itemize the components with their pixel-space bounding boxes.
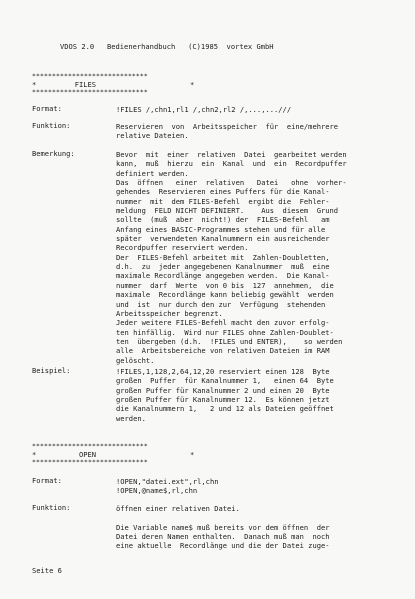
open-function-label: Funktion: (32, 503, 71, 512)
files-remark-block (116, 150, 391, 365)
files-example-label: Beispiel: (32, 366, 71, 375)
files-example-line: werden. (116, 413, 146, 423)
open-function-line: Die Variable name$ muß bereits vor dem öffnen der (116, 522, 330, 532)
files-example-line: !FILES,1,128,2,64,12,20 reserviert einen 128 Byte (116, 367, 330, 376)
open-stars-top: ***************************** (32, 442, 148, 450)
files-remark-line: Der FILES-Befehl arbeitet mit Zahlen-Doubletten, (116, 252, 330, 262)
open-function-block (116, 504, 391, 551)
files-stars-top: ***************************** (32, 72, 148, 80)
files-remark-line: Arbeitsspeicher begrenzt. (116, 308, 223, 318)
files-example-line: die Kanalnummern 1, 2 und 12 als Dateien geöffnet (116, 404, 334, 414)
page-footer: Seite 6 (32, 566, 62, 575)
open-format-line: !OPEN,@name$,rl,chn (116, 486, 198, 496)
files-remark-line: definiert werden. (116, 168, 189, 178)
files-remark-line: nummer mit dem FILES-Befehl ergibt die Fehler- (116, 196, 330, 206)
files-remark-line: meldung FELD NICHT DEFINIERT. Aus diesem Grund (116, 206, 339, 216)
open-format-label: Format: (32, 476, 62, 485)
files-remark-line: Bevor mit einer relativen Datei gearbeitet werden (116, 150, 347, 159)
open-function-line: öffnen einer relativen Datei. (116, 504, 240, 513)
files-remark-line: Das öffnen einer relativen Datei ohne vorher- (116, 178, 347, 188)
open-title: * OPEN * (32, 450, 195, 459)
files-format-block (116, 105, 391, 114)
files-example-line: großen Puffer für Kanalnummer 2 und einen 20 Byte (116, 385, 330, 395)
files-remark-line: maximale Recordlänge kann beliebig gewählt werden (116, 290, 334, 300)
files-remark-line: alle Arbeitsbereiche von relativen Dateien im RAM (116, 346, 330, 356)
files-example-line: großen Puffer für Kanalnummer 12. Es können jetzt (116, 395, 330, 405)
files-function-block (116, 122, 391, 141)
files-remark-line: Recordpuffer reserviert werden. (116, 243, 249, 253)
files-format-label: Format: (32, 104, 62, 113)
files-remark-line: d.h. zu jeder angegebenen Kanalnummer muß eine (116, 262, 330, 272)
files-remark-line: ten übergeben (d.h. !FILES und ENTER), so werden (116, 336, 343, 346)
files-stars-bottom: ***************************** (32, 88, 148, 96)
files-format-line: !FILES /,chn1,rl1 /,chn2,rl2 /,...,.../// (116, 105, 292, 114)
files-remark-line: und ist nur durch den zur Verfügung stehenden (116, 299, 326, 309)
files-remark-line: nummer darf Werte von 0 bis 127 annehmen, die (116, 280, 334, 290)
open-format-block (116, 477, 391, 496)
files-remark-label: Bemerkung: (32, 149, 75, 158)
page-header: VDOS 2.0 Bedienerhandbuch (C)1985 vortex GmbH (60, 42, 274, 51)
files-remark-line: gehendes Reservieren eines Puffers für die Kanal- (116, 187, 330, 197)
open-stars-bottom: ***************************** (32, 458, 148, 466)
files-remark-line: Jeder weitere FILES-Befehl macht den zuvor erfolg- (116, 318, 330, 328)
files-remark-line: ten hinfällig. Wird nur FILES ohne Zahlen-Doublet- (116, 327, 334, 337)
files-example-block (116, 367, 391, 423)
files-remark-line: kann, muß hierzu ein Kanal und ein Recordpuffer (116, 159, 347, 169)
open-format-line: !OPEN,"datei.ext",rl,chn (116, 477, 219, 486)
files-remark-line: gelöscht. (116, 355, 155, 365)
open-function-line (116, 513, 391, 522)
files-function-line: Reservieren von Arbeitsspeicher für eine/mehrere (116, 122, 339, 131)
files-remark-line: später verwendeten Kanalnummern ein ausreichender (116, 234, 330, 244)
files-remark-line: sollte (muß aber nicht!) der FILES-Befehl am (116, 215, 330, 225)
open-function-line: eine aktuelle Recordlänge und die der Datei zuge- (116, 541, 330, 551)
files-remark-line: maximale Recordlänge angegeben werden. Die Kanal- (116, 271, 330, 281)
files-title: * FILES * (32, 80, 195, 89)
open-function-line: Datei deren Namen enthalten. Danach muß man noch (116, 532, 330, 542)
files-remark-line: Anfang eines BASIC-Programmes stehen und für alle (116, 224, 326, 234)
files-function-line: relative Dateien. (116, 131, 189, 141)
files-function-label: Funktion: (32, 121, 71, 130)
files-example-line: großen Puffer für Kanalnummer 1, einen 64 Byte (116, 376, 334, 386)
